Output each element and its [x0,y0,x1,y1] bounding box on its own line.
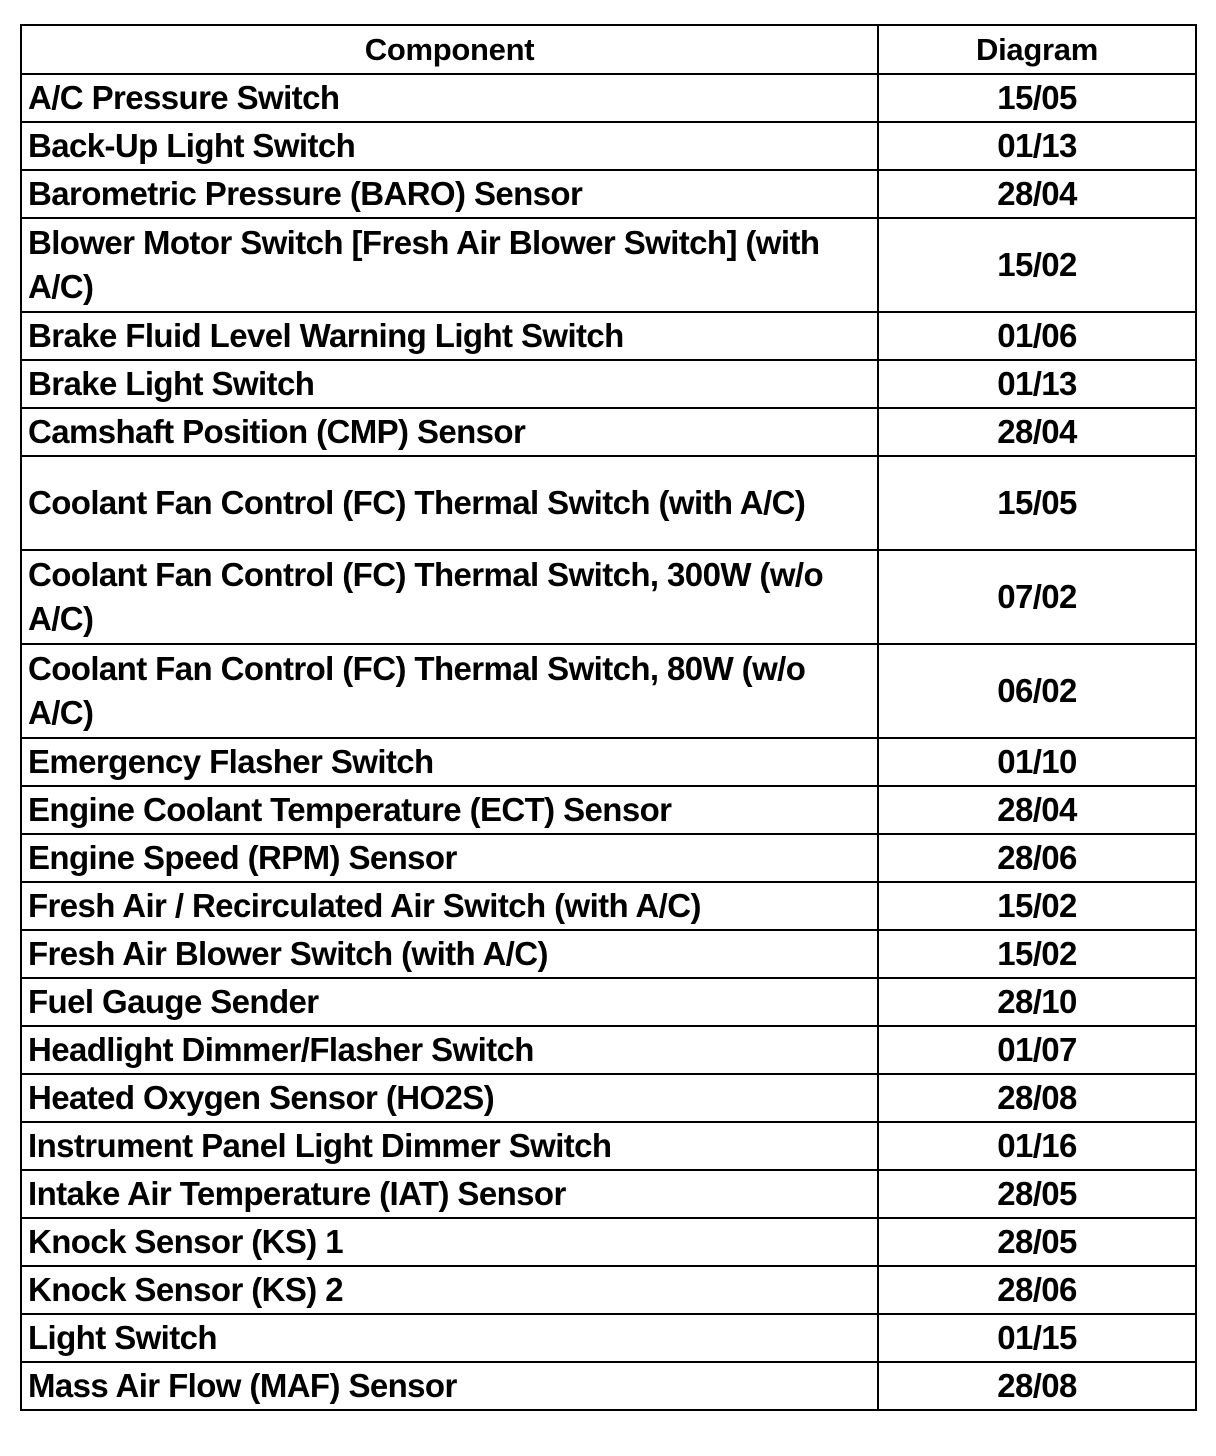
component-column-header: Component [21,25,878,74]
component-name-cell: Camshaft Position (CMP) Sensor [21,408,878,456]
component-name-cell: Back-Up Light Switch [21,122,878,170]
diagram-number-cell: 28/10 [878,978,1196,1026]
table-row [21,312,1196,360]
component-name-cell: Blower Motor Switch [Fresh Air Blower Switch] (with A/C) [21,218,878,312]
diagram-number-cell: 01/13 [878,122,1196,170]
table-row [21,1074,1196,1122]
diagram-number-cell: 01/13 [878,360,1196,408]
table-row [21,738,1196,786]
table-row [21,456,1196,550]
diagram-number-cell: 01/06 [878,312,1196,360]
table-row [21,408,1196,456]
component-name-cell: Brake Light Switch [21,360,878,408]
component-name-cell: Barometric Pressure (BARO) Sensor [21,170,878,218]
table-row [21,882,1196,930]
component-name-cell: Knock Sensor (KS) 2 [21,1266,878,1314]
table-row [21,74,1196,122]
table-row [21,1314,1196,1362]
table-row [21,978,1196,1026]
table-row [21,1170,1196,1218]
table-row [21,1218,1196,1266]
component-name-cell: A/C Pressure Switch [21,74,878,122]
table-row [21,930,1196,978]
component-name-cell: Knock Sensor (KS) 1 [21,1218,878,1266]
component-name-cell: Coolant Fan Control (FC) Thermal Switch, 80W (w/o A/C) [21,644,878,738]
component-name-cell: Light Switch [21,1314,878,1362]
component-name-cell: Coolant Fan Control (FC) Thermal Switch, 300W (w/o A/C) [21,550,878,644]
component-name-cell: Mass Air Flow (MAF) Sensor [21,1362,878,1410]
component-name-cell: Intake Air Temperature (IAT) Sensor [21,1170,878,1218]
table-header-row [21,25,1196,74]
component-name-cell: Fuel Gauge Sender [21,978,878,1026]
table-row [21,834,1196,882]
table-row [21,122,1196,170]
table-row [21,1266,1196,1314]
diagram-number-cell: 28/08 [878,1362,1196,1410]
table-row [21,1026,1196,1074]
table-row [21,1362,1196,1410]
diagram-number-cell: 01/16 [878,1122,1196,1170]
table-row [21,360,1196,408]
table-row [21,1122,1196,1170]
diagram-number-cell: 28/05 [878,1218,1196,1266]
component-diagram-table [20,24,1197,1411]
table-row [21,644,1196,738]
component-name-cell: Engine Speed (RPM) Sensor [21,834,878,882]
diagram-number-cell: 01/15 [878,1314,1196,1362]
diagram-number-cell: 07/02 [878,550,1196,644]
component-name-cell: Instrument Panel Light Dimmer Switch [21,1122,878,1170]
component-name-cell: Fresh Air Blower Switch (with A/C) [21,930,878,978]
diagram-number-cell: 15/02 [878,882,1196,930]
diagram-number-cell: 15/02 [878,218,1196,312]
diagram-number-cell: 06/02 [878,644,1196,738]
diagram-number-cell: 28/04 [878,170,1196,218]
table-row [21,218,1196,312]
diagram-number-cell: 28/08 [878,1074,1196,1122]
diagram-number-cell: 15/05 [878,74,1196,122]
component-name-cell: Headlight Dimmer/Flasher Switch [21,1026,878,1074]
component-name-cell: Fresh Air / Recirculated Air Switch (with A/C) [21,882,878,930]
table-row [21,786,1196,834]
diagram-number-cell: 28/06 [878,1266,1196,1314]
diagram-number-cell: 01/10 [878,738,1196,786]
table-row [21,170,1196,218]
component-name-cell: Coolant Fan Control (FC) Thermal Switch (with A/C) [21,456,878,550]
diagram-column-header: Diagram [878,25,1196,74]
diagram-number-cell: 15/05 [878,456,1196,550]
component-name-cell: Heated Oxygen Sensor (HO2S) [21,1074,878,1122]
component-name-cell: Engine Coolant Temperature (ECT) Sensor [21,786,878,834]
table-row [21,550,1196,644]
diagram-number-cell: 28/06 [878,834,1196,882]
component-name-cell: Brake Fluid Level Warning Light Switch [21,312,878,360]
diagram-number-cell: 28/04 [878,786,1196,834]
diagram-number-cell: 01/07 [878,1026,1196,1074]
component-name-cell: Emergency Flasher Switch [21,738,878,786]
diagram-number-cell: 28/04 [878,408,1196,456]
table-body [21,74,1196,1410]
diagram-number-cell: 15/02 [878,930,1196,978]
diagram-number-cell: 28/05 [878,1170,1196,1218]
